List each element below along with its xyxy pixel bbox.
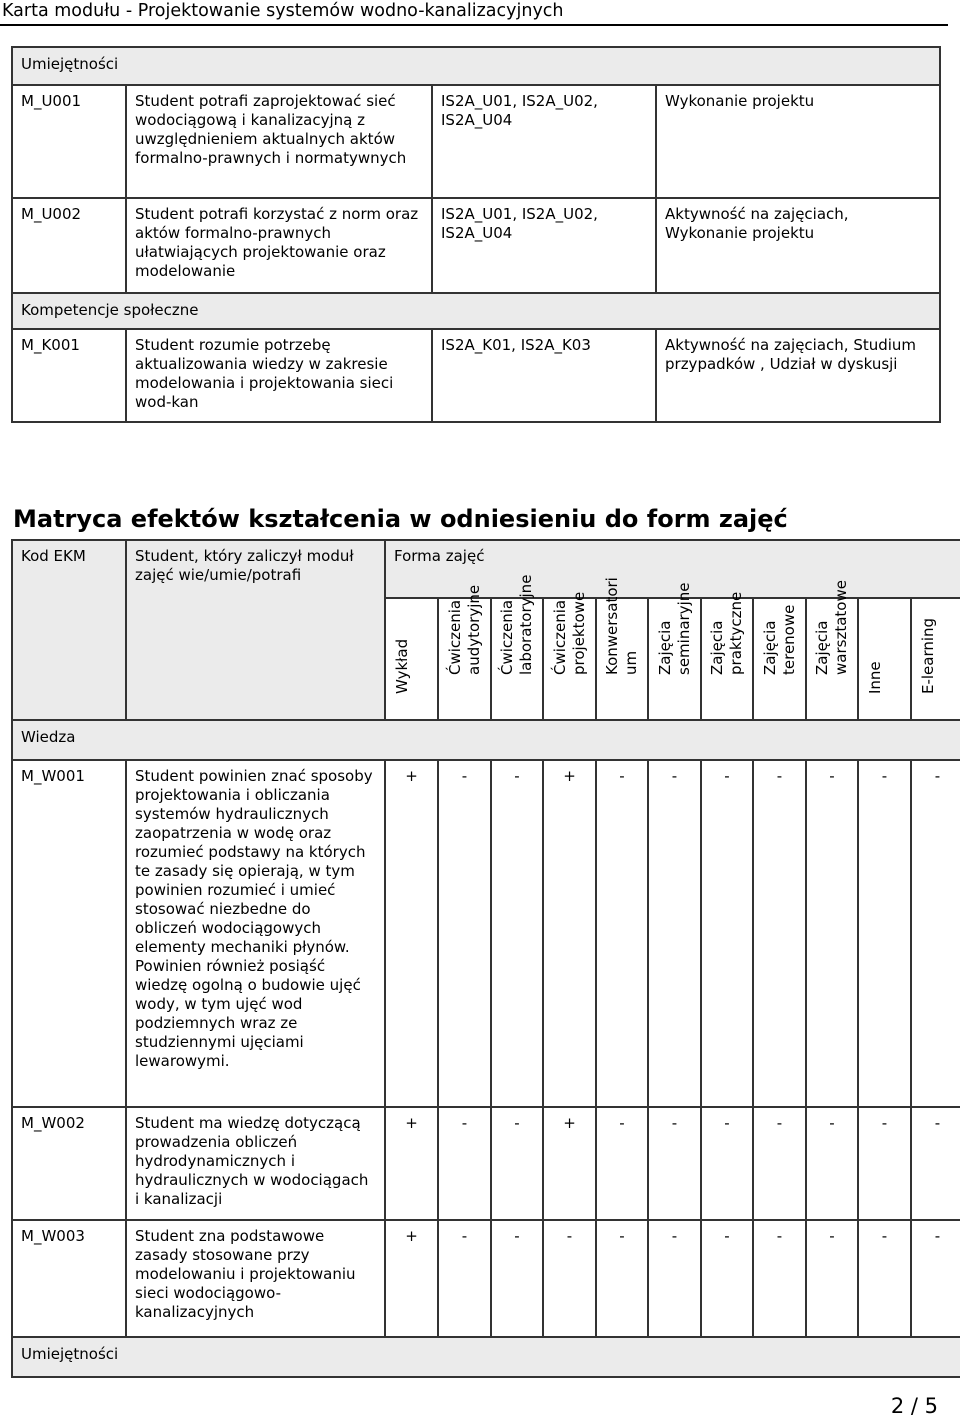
effect-description: Student rozumie potrzebę aktualizowania wiedzy w zakresie modelowania i projektowania sieci wod-kan (126, 329, 432, 422)
form-mark: - (701, 760, 753, 1107)
form-mark: - (858, 1107, 911, 1220)
verification-methods: Aktywność na zajęciach, Wykonanie projektu (656, 198, 940, 293)
form-header-label: Zajęcia seminaryjne (655, 582, 693, 675)
form-header-label: Ćwiczenia projektowe (550, 591, 588, 675)
table-row (12, 760, 960, 1107)
form-header-label-wrap (702, 591, 752, 713)
form-mark: - (491, 1107, 543, 1220)
form-header-label: Zajęcia terenowe (760, 604, 798, 675)
form-mark: - (596, 1220, 648, 1337)
form-mark: - (911, 1107, 960, 1220)
form-header-label: Ćwiczenia audytoryjne (445, 584, 483, 675)
form-header (648, 582, 701, 720)
effect-description: Student potrafi korzystać z norm oraz aktów formalno-prawnych ułatwiających projektowanie oraz modelowanie (126, 198, 432, 293)
form-header-label: Wykład (392, 638, 411, 694)
form-mark: - (438, 760, 491, 1107)
form-mark: - (806, 1107, 858, 1220)
form-mark: - (543, 1220, 596, 1337)
form-mark: - (596, 760, 648, 1107)
forms-matrix-table (11, 539, 960, 1378)
form-mark: - (438, 1107, 491, 1220)
section-row-knowledge (12, 720, 960, 760)
form-mark: + (543, 760, 596, 1107)
section-title: Umiejętności (12, 1337, 960, 1377)
form-mark: - (806, 760, 858, 1107)
form-mark: - (491, 760, 543, 1107)
section-row-skills (12, 47, 940, 85)
section-row-skills (12, 1337, 960, 1377)
form-mark: - (648, 1107, 701, 1220)
form-mark: + (385, 1107, 438, 1220)
form-header (596, 577, 648, 720)
form-mark: - (806, 1220, 858, 1337)
form-header-label: Ćwiczenia laboratoryjne (498, 574, 535, 675)
form-mark: - (648, 1220, 701, 1337)
form-header-label-wrap (597, 577, 647, 713)
form-mark: - (753, 1220, 806, 1337)
form-header (753, 598, 806, 720)
page-header (0, 0, 948, 26)
form-header-label-wrap (439, 584, 490, 713)
form-mark: - (491, 1220, 543, 1337)
form-mark: - (701, 1107, 753, 1220)
form-mark: - (911, 760, 960, 1107)
form-header (806, 580, 858, 720)
effect-description: Student potrafi zaprojektować sieć wodociągową i kanalizacyjną z uwzględnieniem aktualnych aktów formalno-prawnych i normatywnych (126, 85, 432, 198)
form-header-label-wrap (912, 601, 960, 713)
form-header-label-wrap (386, 601, 437, 713)
effect-description: Student powinien znać sposoby projektowania i obliczania systemów hydraulicznych zaopatrzenia w wodę oraz rozumieć podstawy na których te zasady się opierają, w tym powinien rozumieć i umieć stosować niezbedne do obliczeń wodociągowych elementy mechaniki płynów. Powinien również posiąść wiedzę ogolną o budowie ujęć wody, w tym ujęć wod podziemnych wraz ze studziennymi ujęciami lewarowymi. (126, 760, 385, 1107)
form-header-label-wrap (807, 580, 857, 713)
form-mark: - (648, 760, 701, 1107)
form-header (438, 584, 491, 720)
form-header (858, 598, 911, 720)
section-row-social-competences (12, 293, 940, 329)
col-header-student: Student, który zaliczył moduł zajęć wie/umie/potrafi (126, 540, 385, 720)
form-mark: - (858, 760, 911, 1107)
effect-code: M_K001 (12, 329, 126, 422)
form-mark: - (858, 1220, 911, 1337)
effect-code: M_U001 (12, 85, 126, 198)
form-mark: - (911, 1220, 960, 1337)
table-row (12, 1220, 960, 1337)
learning-effects-table (11, 46, 941, 423)
effect-code: M_W002 (12, 1107, 126, 1220)
form-mark: + (385, 760, 438, 1107)
form-mark: - (753, 760, 806, 1107)
page-number: 2 / 5 (890, 1394, 938, 1418)
col-header-code: Kod EKM (12, 540, 126, 720)
effect-code: M_W001 (12, 760, 126, 1107)
verification-methods: Wykonanie projektu (656, 85, 940, 198)
table-row (12, 1107, 960, 1220)
verification-methods: Aktywność na zajęciach, Studium przypadków , Udział w dyskusji (656, 329, 940, 422)
effect-code: M_W003 (12, 1220, 126, 1337)
form-header-label: E-learning (918, 617, 937, 694)
form-header-label-wrap (544, 591, 595, 713)
form-header-label: Zajęcia praktyczne (708, 591, 745, 675)
form-mark: + (385, 1220, 438, 1337)
matrix-title: Matryca efektów kształcenia w odniesieniu do form zajęć (13, 505, 788, 533)
effect-references: IS2A_U01, IS2A_U02, IS2A_U04 (432, 85, 656, 198)
form-mark: - (438, 1220, 491, 1337)
effect-references: IS2A_U01, IS2A_U02, IS2A_U04 (432, 198, 656, 293)
section-title: Umiejętności (12, 47, 940, 85)
form-header-label-wrap (492, 574, 542, 713)
form-header (701, 591, 753, 720)
form-header-label-wrap (754, 601, 805, 713)
table-row (12, 198, 940, 293)
form-mark: + (543, 1107, 596, 1220)
form-header (491, 574, 543, 720)
section-title: Kompetencje społeczne (12, 293, 940, 329)
form-header (543, 591, 596, 720)
effect-description: Student zna podstawowe zasady stosowane przy modelowaniu i projektowaniu sieci wodociągowo-kanalizacyjnych (126, 1220, 385, 1337)
form-header-label: Konwersatori um (603, 577, 640, 675)
table-row (12, 85, 940, 198)
form-mark: - (701, 1220, 753, 1337)
form-mark: - (753, 1107, 806, 1220)
form-header (385, 598, 438, 720)
effect-description: Student ma wiedzę dotyczącą prowadzenia obliczeń hydrodynamicznych i hydraulicznych w wodociągach i kanalizacji (126, 1107, 385, 1220)
module-card-title: Karta modułu - Projektowanie systemów wodno-kanalizacyjnych (2, 1, 564, 21)
form-header (911, 598, 960, 720)
col-header-forms: Forma zajęć (385, 540, 960, 598)
effect-references: IS2A_K01, IS2A_K03 (432, 329, 656, 422)
form-mark: - (596, 1107, 648, 1220)
form-header-label-wrap (649, 582, 700, 713)
form-header-label: Zajęcia warsztatowe (813, 580, 850, 675)
section-title: Wiedza (12, 720, 960, 760)
form-header-label: Inne (865, 661, 884, 694)
form-header-label-wrap (859, 601, 910, 713)
effect-code: M_U002 (12, 198, 126, 293)
table-row (12, 329, 940, 422)
